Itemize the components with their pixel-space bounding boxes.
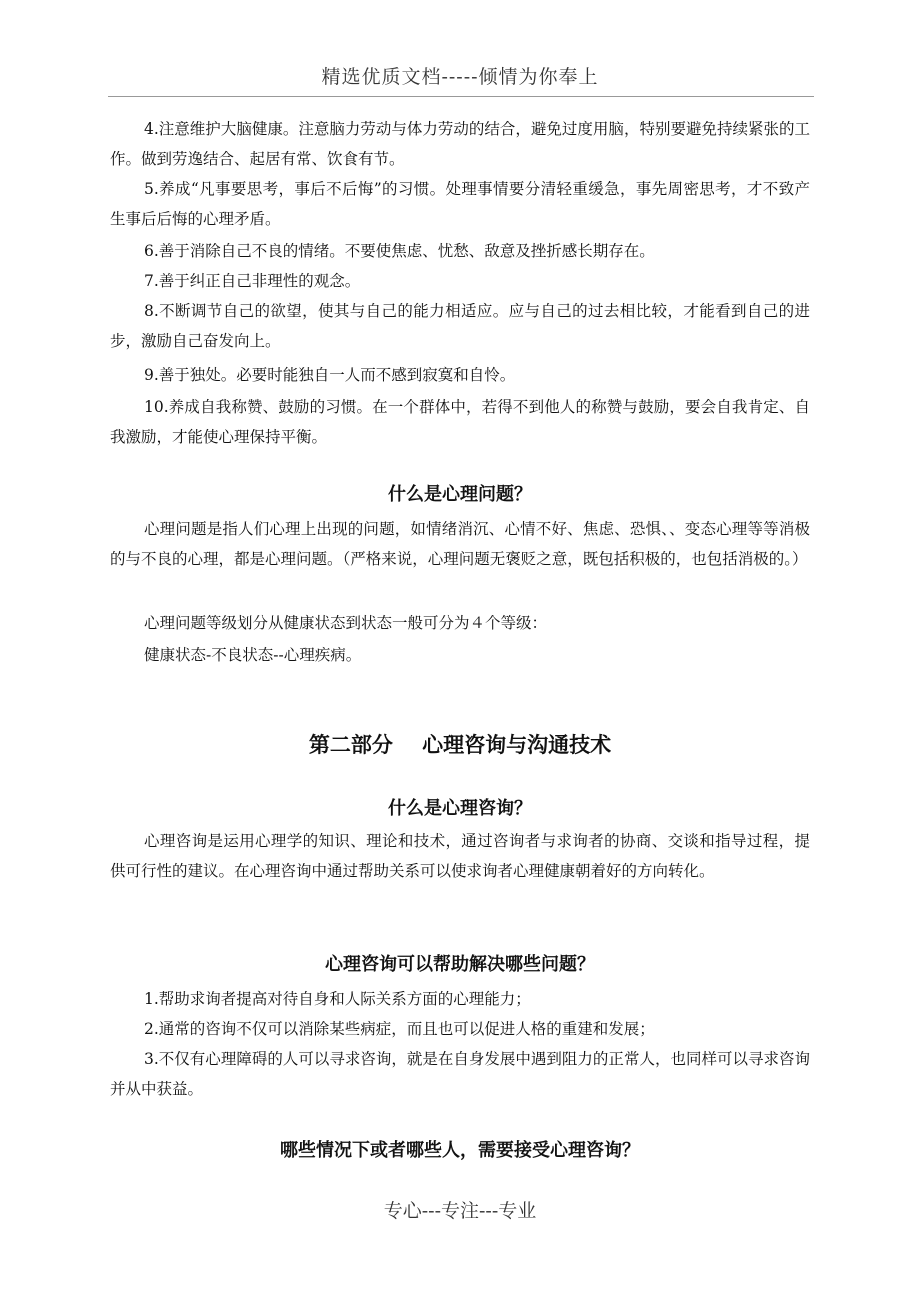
part-title: 第二部分 心理咨询与沟通技术 (308, 733, 612, 757)
list-item-8: 8.不断调节自己的欲望，使其与自己的能力相适应。应与自己的过去相比较，才能看到自己的进步，激励自己奋发向上。 (110, 302, 810, 350)
heading-what-is-psych-problem: 什么是心理问题？ (388, 484, 532, 505)
paragraph-psych-problem-definition: 心理问题是指人们心理上出现的问题，如情绪消沉、心情不好、焦虑、恐惧、、变态心理等等消极的与不良的心理，都是心理问题。（严格来说，心理问题无褒贬之意，既包括积极的，也包括消极的。） (110, 520, 810, 568)
list-item-9: 9.善于独处。必要时能独自一人而不感到寂寞和自怜。 (144, 366, 516, 384)
list-item-7: 7.善于纠正自己非理性的观念。 (144, 272, 361, 290)
header-divider (108, 96, 814, 97)
list-item-10: 10.养成自我称赞、鼓励的习惯。在一个群体中，若得不到他人的称赞与鼓励，要会自我肯定、自我激励，才能使心理保持平衡。 (110, 398, 810, 446)
list-item-help-3: 3.不仅有心理障碍的人可以寻求咨询，就是在自身发展中遇到阻力的正常人，也同样可以寻求咨询并从中获益。 (110, 1050, 810, 1098)
page-header: 精选优质文档-----倾情为你奉上 (321, 66, 599, 88)
heading-counseling-helps: 心理咨询可以帮助解决哪些问题？ (325, 954, 595, 975)
list-item-help-2: 2.通常的咨询不仅可以消除某些病症，而且也可以促进人格的重建和发展； (144, 1020, 655, 1038)
page-footer: 专心---专注---专业 (383, 1200, 537, 1222)
list-item-help-1: 1.帮助求询者提高对待自身和人际关系方面的心理能力； (144, 990, 531, 1008)
heading-who-needs-counseling: 哪些情况下或者哪些人，需要接受心理咨询？ (280, 1140, 640, 1161)
paragraph-psych-problem-levels: 心理问题等级划分从健康状态到状态一般可分为４个等级： (144, 614, 548, 632)
paragraph-psych-problem-states: 健康状态-不良状态--心理疾病。 (144, 646, 362, 664)
list-item-5: 5.养成“凡事要思考，事后不后悔”的习惯。处理事情要分清轻重缓急，事先周密思考，才不致产生事后后悔的心理矛盾。 (110, 180, 810, 228)
heading-what-is-counseling: 什么是心理咨询？ (388, 798, 532, 819)
paragraph-counseling-definition: 心理咨询是运用心理学的知识、理论和技术，通过咨询者与求询者的协商、交谈和指导过程，提供可行性的建议。在心理咨询中通过帮助关系可以使求询者心理健康朝着好的方向转化。 (110, 832, 810, 880)
list-item-6: 6.善于消除自己不良的情绪。不要使焦虑、忧愁、敌意及挫折感长期存在。 (144, 242, 655, 260)
list-item-4: 4.注意维护大脑健康。注意脑力劳动与体力劳动的结合，避免过度用脑，特别要避免持续紧张的工作。做到劳逸结合、起居有常、饮食有节。 (110, 120, 810, 168)
